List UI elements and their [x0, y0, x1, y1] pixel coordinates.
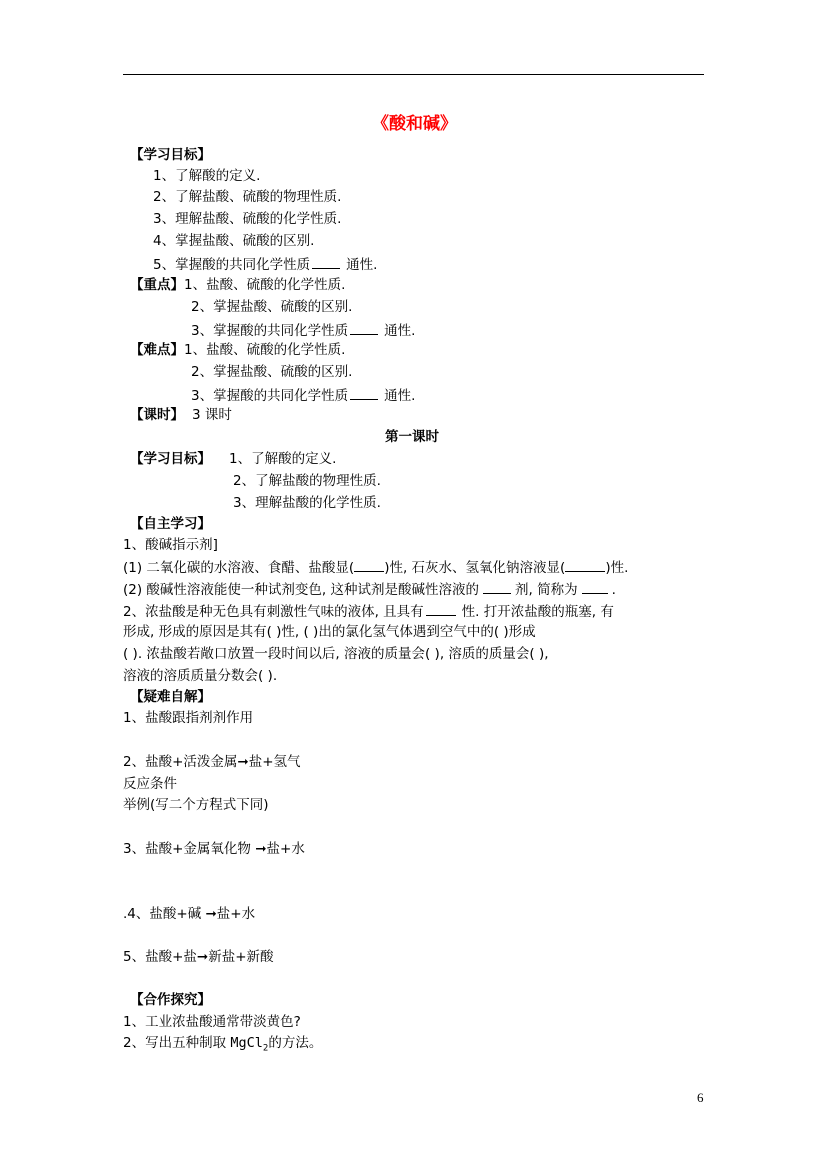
coop-heading: 【合作探究】	[130, 992, 211, 1008]
doubt-5: 5、盐酸+盐➞新盐+新酸	[123, 949, 274, 965]
lesson1-objective-3: 3、理解盐酸的化学性质.	[233, 495, 381, 511]
doubt-3: 3、盐酸+金属氧化物 ➞盐+水	[123, 841, 305, 857]
objective-5: 5、掌握酸的共同化学性质 通性.	[153, 254, 377, 274]
blank[interactable]	[354, 557, 384, 572]
doubt-2-condition: 反应条件	[123, 776, 177, 792]
difficulties-line-1: 【难点】1、盐酸、硫酸的化学性质.	[130, 342, 346, 358]
self-study-item-1: 1、酸碱指示剂]	[123, 537, 218, 553]
blank[interactable]	[483, 579, 511, 594]
blank[interactable]	[350, 385, 378, 400]
doubt-4: .4、盐酸+碱 ➞盐+水	[123, 906, 256, 922]
self-study-item-2-cont-2: ( ). 浓盐酸若敞口放置一段时间以后, 溶液的质量会( ), 溶质的质量会( ),	[123, 646, 549, 662]
keypoint-2: 2、掌握盐酸、硫酸的区别.	[191, 299, 353, 315]
blank[interactable]	[312, 254, 340, 269]
lesson1-title: 第一课时	[385, 429, 439, 445]
doubt-1: 1、盐酸跟指剂剂作用	[123, 710, 254, 726]
blank[interactable]	[565, 557, 605, 572]
doubt-2-example: 举例(写二个方程式下同)	[123, 797, 269, 813]
doubt-2: 2、盐酸+活泼金属➞盐+氢气	[123, 754, 301, 770]
objectives-heading: 【学习目标】	[130, 147, 211, 163]
keypoint-3: 3、掌握酸的共同化学性质 通性.	[191, 320, 415, 340]
lesson1-objective-2: 2、了解盐酸的物理性质.	[233, 473, 381, 489]
periods-line: 【课时】 3 课时	[130, 407, 232, 423]
self-study-sub-1: (1) 二氧化碳的水溶液、食醋、盐酸显( )性, 石灰水、氢氧化钠溶液显( )性.	[123, 557, 628, 577]
blank[interactable]	[350, 320, 378, 335]
self-study-sub-2: (2) 酸碱性溶液能使一种试剂变色, 这种试剂是酸碱性溶液的 剂, 简称为 .	[123, 579, 616, 599]
keypoints-line-1: 【重点】1、盐酸、硫酸的化学性质.	[130, 277, 346, 293]
coop-2: 2、写出五种制取 MgCl$_2$的方法。	[123, 1035, 323, 1054]
coop-1: 1、工业浓盐酸通常带淡黄色?	[123, 1014, 301, 1030]
header-rule	[123, 74, 704, 75]
objective-2: 2、了解盐酸、硫酸的物理性质.	[153, 189, 342, 205]
lesson1-objectives-line-1: 【学习目标】 1、了解酸的定义.	[130, 451, 337, 467]
objective-1: 1、了解酸的定义.	[153, 168, 261, 184]
self-study-heading: 【自主学习】	[130, 516, 211, 532]
objective-3: 3、理解盐酸、硫酸的化学性质.	[153, 211, 342, 227]
difficulty-3: 3、掌握酸的共同化学性质 通性.	[191, 385, 415, 405]
doubts-heading: 【疑难自解】	[130, 689, 211, 705]
difficulty-2: 2、掌握盐酸、硫酸的区别.	[191, 364, 353, 380]
page-number: 6	[697, 1090, 704, 1105]
blank[interactable]	[582, 579, 608, 594]
blank[interactable]	[426, 601, 456, 616]
objective-4: 4、掌握盐酸、硫酸的区别.	[153, 233, 315, 249]
self-study-item-2-cont-1: 形成, 形成的原因是其有( )性, ( )出的氯化氢气体遇到空气中的( )形成	[123, 624, 536, 640]
page-title: 《酸和碱》	[372, 114, 457, 134]
self-study-item-2: 2、浓盐酸是种无色具有刺激性气味的液体, 且具有 性. 打开浓盐酸的瓶塞, 有	[123, 601, 614, 621]
self-study-item-2-cont-3: 溶液的溶质质量分数会( ).	[123, 668, 278, 684]
